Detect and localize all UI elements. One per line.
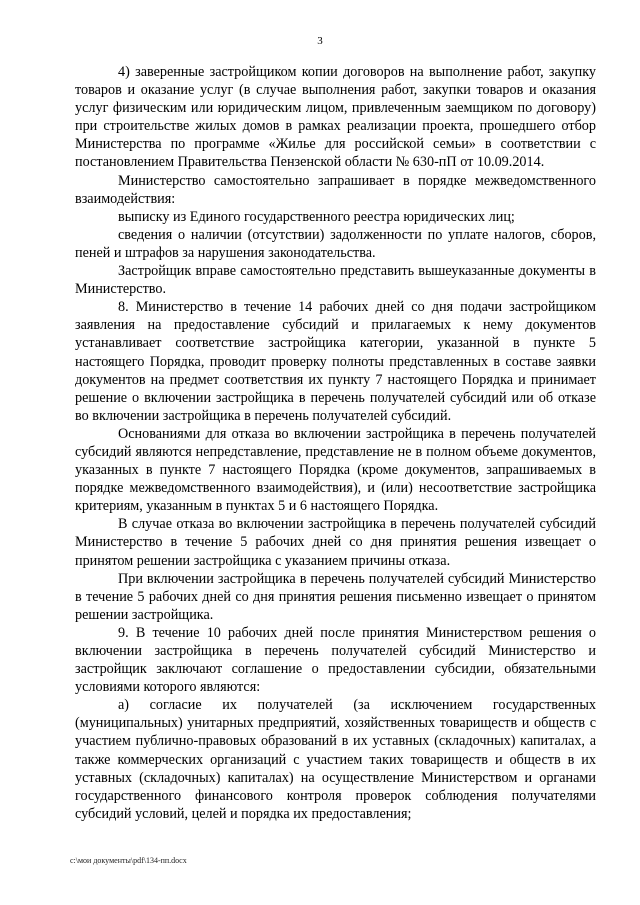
paragraph-tax-debt-info: сведения о наличии (отсутствии) задолженности по уплате налогов, сборов, пеней и штрафов за нарушения законодательства. <box>75 226 596 261</box>
paragraph-refusal-grounds: Основаниями для отказа во включении застройщика в перечень получателей субсидий являются непредставление, представление не в полном объеме документов, указанных в пункте 7 настоящего Порядка (кроме документов, запрашиваемых в порядке межведомственного взаимодействия), и (или) несоответствие застройщика критериям, указанным в пунктах 5 и 6 настоящего Порядка. <box>75 425 596 515</box>
paragraph-refusal-notice: В случае отказа во включении застройщика в перечень получателей субсидий Министерство в течение 5 рабочих дней со дня принятия решения извещает о принятом решении застройщика с указанием причины отказа. <box>75 516 596 569</box>
paragraph-registry-extract: выписку из Единого государственного реестра юридических лиц; <box>118 208 515 225</box>
document-body <box>75 63 596 823</box>
paragraph-item-4-contracts: 4) заверенные застройщиком копии договоров на выполнение работ, закупку товаров и оказание услуг (в случае выполнения работ, закупки товаров и оказания услуг физическим или юридическим лицом, привлеченным заемщиком по договору) при строительстве жилых домов в рамках реализации проекта, прошедшего отбор Министерства по программе «Жилье для российской семьи» в соответствии с постановлением Правительства Пензенской области № 630-пП от 10.09.2014. <box>75 64 596 171</box>
paragraph-interagency-request: Министерство самостоятельно запрашивает в порядке межведомственного взаимодействия: <box>75 172 596 207</box>
page-number: 3 <box>317 35 323 47</box>
paragraph-subitem-a-consent: а) согласие их получателей (за исключением государственных (муниципальных) унитарных предприятий, хозяйственных товариществ и обществ с участием публично-правовых образований в их уставных (складочных) капиталах, а также коммерческих организаций с участием таких товариществ и обществ в их уставных (складочных) капиталах) на осуществление Министерством и органами государственного финансового контроля проверок соблюдения получателями субсидий условий, целей и порядка их предоставления; <box>75 697 596 822</box>
paragraph-item-9-agreement: 9. В течение 10 рабочих дней после принятия Министерством решения о включении застройщика в перечень получателей субсидий Министерство и застройщик заключают соглашение о предоставлении субсидии, обязательными условиями которого являются: <box>75 624 596 696</box>
paragraph-inclusion-notice: При включении застройщика в перечень получателей субсидий Министерство в течение 5 рабочих дней со дня принятия решения письменно извещает о принятом решении застройщика. <box>75 570 596 623</box>
footer-file-path: c:\мои документы\pdf\134-пп.docx <box>70 856 187 865</box>
paragraph-item-8-review: 8. Министерство в течение 14 рабочих дней со дня подачи застройщиком заявления на предоставление субсидий и прилагаемых к нему документов устанавливает соответствие застройщика категории, указанной в пункте 5 настоящего Порядка, проводит проверку полноты представленных в составе заявки документов на предмет соответствия их пункту 7 настоящего Порядка и принимает решение о включении застройщика в перечень получателей субсидий или об отказе во включении застройщика в перечень получателей субсидий. <box>75 299 596 424</box>
paragraph-developer-right: Застройщик вправе самостоятельно представить вышеуказанные документы в Министерство. <box>75 263 596 298</box>
